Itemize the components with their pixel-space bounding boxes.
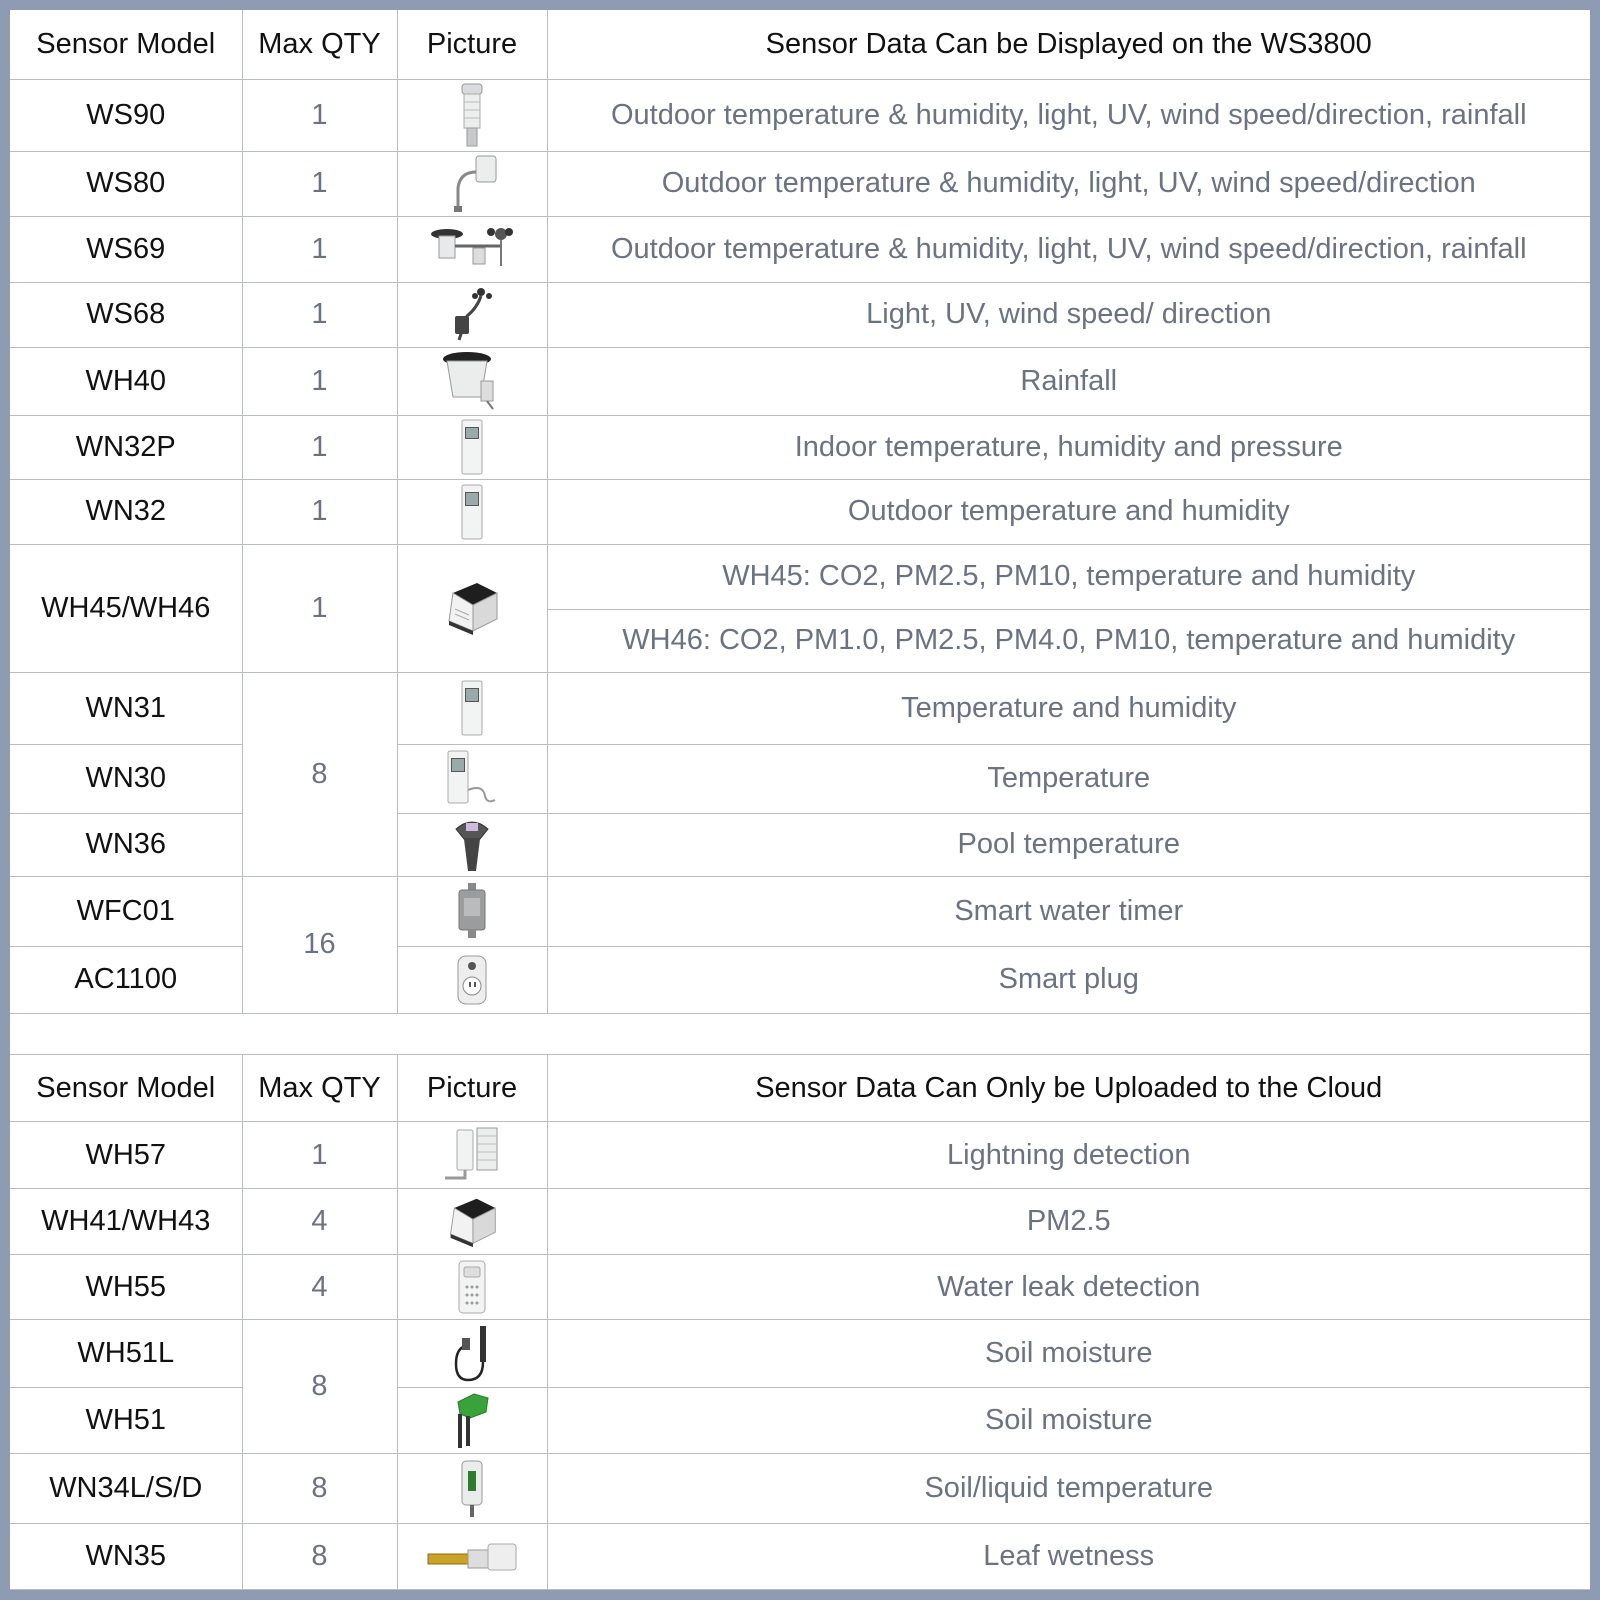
- max-qty: 1: [242, 347, 397, 415]
- picture-cell: [397, 151, 547, 216]
- max-qty: 1: [242, 479, 397, 544]
- picture-cell: [397, 672, 547, 744]
- max-qty: 1: [242, 79, 397, 151]
- table-row: [10, 1255, 1590, 1320]
- sensor-model: WFC01: [10, 876, 242, 946]
- table-row: [10, 1454, 1590, 1524]
- picture-cell: [397, 79, 547, 151]
- rain-gauge-icon: [441, 351, 503, 411]
- header-sensor-model: Sensor Model: [10, 10, 242, 79]
- sensor-model: WN31: [10, 672, 242, 744]
- header-sensor-model: Sensor Model: [10, 1055, 242, 1122]
- sensor-model: WN36: [10, 813, 242, 876]
- pool-thermometer-icon: [452, 817, 492, 873]
- header-max-qty: Max QTY: [242, 1055, 397, 1122]
- sensor-model: WN30: [10, 744, 242, 813]
- sensor-model: WS90: [10, 79, 242, 151]
- sensor-description: Soil/liquid temperature: [547, 1454, 1590, 1524]
- max-qty: 1: [242, 216, 397, 282]
- sensor-description-wh46: WH46: CO2, PM1.0, PM2.5, PM4.0, PM10, temperature and humidity: [547, 609, 1590, 672]
- sensor-model: WN34L/S/D: [10, 1454, 242, 1524]
- header-sensor-data: Sensor Data Can Only be Uploaded to the Cloud: [547, 1055, 1590, 1122]
- table-row: [10, 79, 1590, 151]
- sensor-description: Soil moisture: [547, 1320, 1590, 1388]
- picture-cell: [397, 282, 547, 347]
- sensor-model: WH55: [10, 1255, 242, 1320]
- thermo-hygro-sensor-icon: [461, 484, 483, 540]
- sensor-description: Outdoor temperature & humidity, light, UV, wind speed/direction, rainfall: [547, 79, 1590, 151]
- picture-cell: [397, 876, 547, 946]
- sensor-model: WH41/WH43: [10, 1189, 242, 1255]
- table-row: [10, 216, 1590, 282]
- table-row: [10, 672, 1590, 744]
- display-sensors-table: [10, 10, 1590, 1014]
- temp-probe-icon: [458, 1459, 486, 1519]
- picture-cell: [397, 544, 547, 672]
- max-qty: 1: [242, 415, 397, 479]
- sensor-description: Outdoor temperature & humidity, light, UV, wind speed/direction: [547, 151, 1590, 216]
- sensor-model: WH51: [10, 1388, 242, 1454]
- table-row: [10, 1524, 1590, 1590]
- table-row: [10, 876, 1590, 946]
- header-max-qty: Max QTY: [242, 10, 397, 79]
- table-header-row: [10, 10, 1590, 79]
- sensor-description: Smart water timer: [547, 876, 1590, 946]
- soil-probe-icon: [452, 1392, 492, 1450]
- picture-cell: [397, 1255, 547, 1320]
- max-qty: 4: [242, 1255, 397, 1320]
- picture-cell: [397, 216, 547, 282]
- smart-plug-icon: [456, 954, 488, 1006]
- table-row: [10, 415, 1590, 479]
- sensor-description-wh45: WH45: CO2, PM2.5, PM10, temperature and humidity: [547, 544, 1590, 609]
- table-row: [10, 151, 1590, 216]
- picture-cell: [397, 813, 547, 876]
- table-row: [10, 347, 1590, 415]
- sensor-description: Outdoor temperature and humidity: [547, 479, 1590, 544]
- sensor-model: WS69: [10, 216, 242, 282]
- sensor-description: Pool temperature: [547, 813, 1590, 876]
- sensor-description: Leaf wetness: [547, 1524, 1590, 1590]
- sensor-model: WN35: [10, 1524, 242, 1590]
- max-qty: 1: [242, 544, 397, 672]
- thermo-hygro-sensor-icon: [461, 680, 483, 736]
- ws80-sensor-icon: [442, 154, 502, 214]
- table-header-row: [10, 1055, 1590, 1122]
- ws90-sensor-icon: [452, 82, 492, 148]
- sensor-description: Smart plug: [547, 946, 1590, 1013]
- sensor-description: Soil moisture: [547, 1388, 1590, 1454]
- max-qty: 16: [242, 876, 397, 1013]
- picture-cell: [397, 415, 547, 479]
- pm25-monitor-icon: [445, 1195, 499, 1249]
- max-qty: 8: [242, 1320, 397, 1454]
- max-qty: 1: [242, 151, 397, 216]
- sensor-model: WH40: [10, 347, 242, 415]
- max-qty: 8: [242, 1454, 397, 1524]
- picture-cell: [397, 744, 547, 813]
- soil-probe-cable-icon: [452, 1324, 492, 1384]
- picture-cell: [397, 347, 547, 415]
- leak-sensor-icon: [457, 1259, 487, 1315]
- sensor-compatibility-sheet: [10, 10, 1590, 1590]
- max-qty: 4: [242, 1189, 397, 1255]
- header-picture: Picture: [397, 1055, 547, 1122]
- cloud-sensors-table: [10, 1054, 1590, 1590]
- sensor-model: WN32: [10, 479, 242, 544]
- header-sensor-data: Sensor Data Can be Displayed on the WS3800: [547, 10, 1590, 79]
- picture-cell: [397, 1122, 547, 1189]
- water-timer-icon: [456, 882, 488, 940]
- picture-cell: [397, 479, 547, 544]
- table-row: [10, 544, 1590, 609]
- sensor-description: Water leak detection: [547, 1255, 1590, 1320]
- max-qty: 8: [242, 1524, 397, 1590]
- sensor-description: Rainfall: [547, 347, 1590, 415]
- sensor-description: Temperature and humidity: [547, 672, 1590, 744]
- sensor-model: WH45/WH46: [10, 544, 242, 672]
- max-qty: 8: [242, 672, 397, 876]
- indoor-sensor-icon: [461, 419, 483, 475]
- sensor-description: Indoor temperature, humidity and pressure: [547, 415, 1590, 479]
- lightning-detector-icon: [441, 1126, 503, 1184]
- sensor-description: Light, UV, wind speed/ direction: [547, 282, 1590, 347]
- sensor-description: Lightning detection: [547, 1122, 1590, 1189]
- table-row: [10, 479, 1590, 544]
- leaf-wetness-icon: [426, 1542, 518, 1572]
- sensor-model: WS80: [10, 151, 242, 216]
- max-qty: 1: [242, 1122, 397, 1189]
- picture-cell: [397, 1388, 547, 1454]
- sensor-model: AC1100: [10, 946, 242, 1013]
- sensor-description: Outdoor temperature & humidity, light, UV, wind speed/direction, rainfall: [547, 216, 1590, 282]
- sensor-model: WH57: [10, 1122, 242, 1189]
- header-picture: Picture: [397, 10, 547, 79]
- sensor-model: WS68: [10, 282, 242, 347]
- ws68-sensor-icon: [449, 286, 495, 344]
- table-row: [10, 1189, 1590, 1255]
- sensor-description: Temperature: [547, 744, 1590, 813]
- sensor-model: WH51L: [10, 1320, 242, 1388]
- table-row: [10, 1122, 1590, 1189]
- picture-cell: [397, 946, 547, 1013]
- picture-cell: [397, 1320, 547, 1388]
- picture-cell: [397, 1454, 547, 1524]
- sensor-description: PM2.5: [547, 1189, 1590, 1255]
- air-quality-monitor-icon: [443, 579, 501, 637]
- table-row: [10, 282, 1590, 347]
- picture-cell: [397, 1189, 547, 1255]
- picture-cell: [397, 1524, 547, 1590]
- ws69-sensor-icon: [429, 224, 515, 274]
- probe-thermometer-icon: [447, 750, 497, 808]
- max-qty: 1: [242, 282, 397, 347]
- sensor-model: WN32P: [10, 415, 242, 479]
- table-row: [10, 1320, 1590, 1388]
